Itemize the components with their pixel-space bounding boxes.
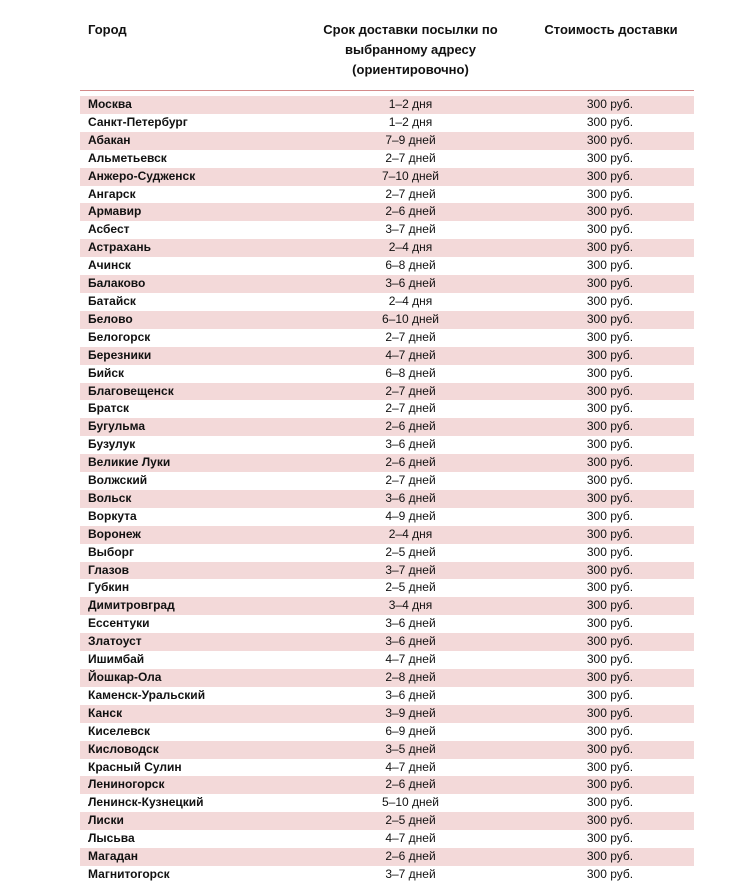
delivery-term-cell: 3–9 дней <box>385 705 436 720</box>
table-row <box>80 776 694 794</box>
delivery-term-cell: 2–4 дня <box>388 526 433 541</box>
table-row <box>80 651 694 669</box>
city-cell: Димитровград <box>88 598 175 613</box>
delivery-term-cell: 2–5 дней <box>385 544 436 559</box>
delivery-cost-cell: 300 руб. <box>586 455 634 470</box>
delivery-term-cell: 2–5 дней <box>385 580 436 595</box>
table-row <box>80 293 694 311</box>
table-row <box>80 866 694 884</box>
delivery-term-cell: 2–7 дней <box>385 329 436 344</box>
delivery-term-cell: 2–6 дней <box>385 204 436 219</box>
city-cell: Балаково <box>88 276 146 291</box>
delivery-term-cell: 2–6 дней <box>385 455 436 470</box>
city-cell: Абакан <box>88 132 131 147</box>
delivery-term-cell: 2–4 дня <box>388 293 433 308</box>
delivery-cost-cell: 300 руб. <box>586 150 634 165</box>
city-cell: Ессентуки <box>88 616 150 631</box>
table-row <box>80 490 694 508</box>
table-row <box>80 508 694 526</box>
delivery-cost-cell: 300 руб. <box>586 795 634 810</box>
table-row <box>80 239 694 257</box>
city-cell: Великие Луки <box>88 455 171 470</box>
delivery-cost-cell: 300 руб. <box>586 114 634 129</box>
city-cell: Магадан <box>88 849 139 864</box>
delivery-cost-cell: 300 руб. <box>586 258 634 273</box>
city-cell: Вольск <box>88 490 132 505</box>
delivery-term-cell: 6–10 дней <box>381 311 440 326</box>
table-row <box>80 526 694 544</box>
header-delivery-cost: Стоимость доставки <box>544 22 678 37</box>
delivery-cost-cell: 300 руб. <box>586 276 634 291</box>
city-cell: Кисловодск <box>88 741 159 756</box>
delivery-cost-cell: 300 руб. <box>586 240 634 255</box>
delivery-cost-cell: 300 руб. <box>586 490 634 505</box>
city-cell: Ленинск-Кузнецкий <box>88 795 204 810</box>
city-cell: Березники <box>88 347 152 362</box>
city-cell: Ачинск <box>88 258 131 273</box>
delivery-term-cell: 2–4 дня <box>388 240 433 255</box>
city-cell: Альметьевск <box>88 150 167 165</box>
table-row <box>80 400 694 418</box>
delivery-term-cell: 2–7 дней <box>385 150 436 165</box>
table-row <box>80 633 694 651</box>
delivery-term-cell: 6–9 дней <box>385 723 436 738</box>
city-cell: Бийск <box>88 365 125 380</box>
table-row <box>80 186 694 204</box>
city-cell: Москва <box>88 97 132 111</box>
table-row <box>80 669 694 687</box>
delivery-cost-cell: 300 руб. <box>586 204 634 219</box>
delivery-cost-cell: 300 руб. <box>586 777 634 792</box>
table-row <box>80 383 694 401</box>
delivery-term-cell: 4–9 дней <box>385 508 436 523</box>
delivery-term-cell: 3–6 дней <box>385 437 436 452</box>
delivery-cost-cell: 300 руб. <box>586 132 634 147</box>
table-body <box>80 96 694 884</box>
table-row <box>80 418 694 436</box>
table-row <box>80 347 694 365</box>
city-cell: Глазов <box>88 562 130 577</box>
delivery-cost-cell: 300 руб. <box>586 526 634 541</box>
table-row <box>80 275 694 293</box>
table-row <box>80 168 694 186</box>
city-cell: Губкин <box>88 580 130 595</box>
delivery-term-cell: 1–2 дня <box>388 114 433 129</box>
delivery-cost-cell: 300 руб. <box>586 365 634 380</box>
table-row <box>80 544 694 562</box>
table-row <box>80 830 694 848</box>
table-row <box>80 311 694 329</box>
delivery-term-cell: 1–2 дня <box>388 97 433 111</box>
delivery-cost-cell: 300 руб. <box>586 741 634 756</box>
table-header <box>80 20 694 91</box>
table-row <box>80 436 694 454</box>
delivery-cost-cell: 300 руб. <box>586 831 634 846</box>
delivery-cost-cell: 300 руб. <box>586 383 634 398</box>
delivery-cost-cell: 300 руб. <box>586 97 634 111</box>
delivery-cost-cell: 300 руб. <box>586 705 634 720</box>
table-row <box>80 472 694 490</box>
delivery-term-cell: 2–6 дней <box>385 777 436 792</box>
delivery-cost-cell: 300 руб. <box>586 186 634 201</box>
delivery-table <box>80 20 694 884</box>
delivery-cost-cell: 300 руб. <box>586 508 634 523</box>
table-row <box>80 203 694 221</box>
city-cell: Бугульма <box>88 419 146 434</box>
table-row <box>80 741 694 759</box>
table-row <box>80 329 694 347</box>
delivery-term-cell: 5–10 дней <box>381 795 440 810</box>
city-cell: Лысьва <box>88 831 135 846</box>
city-cell: Лиски <box>88 813 124 828</box>
delivery-cost-cell: 300 руб. <box>586 616 634 631</box>
delivery-term-cell: 2–7 дней <box>385 186 436 201</box>
delivery-cost-cell: 300 руб. <box>586 329 634 344</box>
table-row <box>80 579 694 597</box>
delivery-cost-cell: 300 руб. <box>586 562 634 577</box>
delivery-cost-cell: 300 руб. <box>586 222 634 237</box>
table-row <box>80 687 694 705</box>
delivery-cost-cell: 300 руб. <box>586 347 634 362</box>
delivery-cost-cell: 300 руб. <box>586 580 634 595</box>
delivery-term-cell: 3–6 дней <box>385 634 436 649</box>
table-row <box>80 257 694 275</box>
delivery-cost-cell: 300 руб. <box>586 437 634 452</box>
city-cell: Братск <box>88 401 130 416</box>
delivery-cost-cell: 300 руб. <box>586 168 634 183</box>
table-row <box>80 454 694 472</box>
delivery-term-cell: 6–8 дней <box>385 365 436 380</box>
city-cell: Магнитогорск <box>88 866 170 881</box>
delivery-term-cell: 4–7 дней <box>385 347 436 362</box>
delivery-cost-cell: 300 руб. <box>586 866 634 881</box>
city-cell: Каменск-Уральский <box>88 687 206 702</box>
delivery-cost-cell: 300 руб. <box>586 401 634 416</box>
table-row <box>80 759 694 777</box>
delivery-cost-cell: 300 руб. <box>586 652 634 667</box>
city-cell: Благовещенск <box>88 383 174 398</box>
delivery-term-cell: 4–7 дней <box>385 831 436 846</box>
table-row <box>80 114 694 132</box>
delivery-term-cell: 2–7 дней <box>385 401 436 416</box>
delivery-cost-cell: 300 руб. <box>586 419 634 434</box>
delivery-cost-cell: 300 руб. <box>586 849 634 864</box>
city-cell: Санкт-Петербург <box>88 114 188 129</box>
city-cell: Ишимбай <box>88 652 145 667</box>
delivery-cost-cell: 300 руб. <box>586 723 634 738</box>
table-row <box>80 705 694 723</box>
table-row <box>80 723 694 741</box>
delivery-term-cell: 2–6 дней <box>385 849 436 864</box>
table-row <box>80 365 694 383</box>
delivery-term-cell: 3–6 дней <box>385 687 436 702</box>
delivery-term-cell: 2–8 дней <box>385 670 436 684</box>
city-cell: Асбест <box>88 222 130 237</box>
delivery-cost-cell: 300 руб. <box>586 687 634 702</box>
city-cell: Выборг <box>88 544 134 559</box>
delivery-cost-cell: 300 руб. <box>586 813 634 828</box>
table-row <box>80 615 694 633</box>
table-row <box>80 597 694 615</box>
city-cell: Волжский <box>88 473 148 488</box>
delivery-term-cell: 3–6 дней <box>385 616 436 631</box>
city-cell: Киселевск <box>88 723 150 738</box>
table-row <box>80 96 694 114</box>
city-cell: Бузулук <box>88 437 136 452</box>
delivery-cost-cell: 300 руб. <box>586 598 634 613</box>
city-cell: Йошкар-Ола <box>88 670 162 684</box>
delivery-term-cell: 3–6 дней <box>385 490 436 505</box>
delivery-term-cell: 7–10 дней <box>381 168 440 183</box>
delivery-term-cell: 7–9 дней <box>385 132 436 147</box>
delivery-term-cell: 2–6 дней <box>385 419 436 434</box>
city-cell: Златоуст <box>88 634 142 649</box>
table-row <box>80 794 694 812</box>
table-row <box>80 132 694 150</box>
table-row <box>80 812 694 830</box>
delivery-term-cell: 3–7 дней <box>385 562 436 577</box>
city-cell: Красный Сулин <box>88 759 182 774</box>
delivery-term-cell: 3–7 дней <box>385 222 436 237</box>
city-cell: Батайск <box>88 293 136 308</box>
city-cell: Воркута <box>88 508 137 523</box>
table-row <box>80 848 694 866</box>
delivery-cost-cell: 300 руб. <box>586 759 634 774</box>
delivery-term-cell: 6–8 дней <box>385 258 436 273</box>
delivery-cost-cell: 300 руб. <box>586 473 634 488</box>
delivery-term-cell: 3–5 дней <box>385 741 436 756</box>
city-cell: Ангарск <box>88 186 136 201</box>
city-cell: Воронеж <box>88 526 141 541</box>
city-cell: Астрахань <box>88 240 152 255</box>
delivery-cost-cell: 300 руб. <box>586 293 634 308</box>
delivery-cost-cell: 300 руб. <box>586 634 634 649</box>
delivery-term-cell: 2–5 дней <box>385 813 436 828</box>
delivery-cost-cell: 300 руб. <box>586 670 634 684</box>
city-cell: Лениногорск <box>88 777 165 792</box>
header-city: Город <box>88 22 127 37</box>
delivery-cost-cell: 300 руб. <box>586 544 634 559</box>
delivery-term-cell: 3–4 дня <box>388 598 433 613</box>
city-cell: Белогорск <box>88 329 151 344</box>
delivery-term-cell: 4–7 дней <box>385 759 436 774</box>
header-delivery-term: Срок доставки посылки по выбранному адресу (ориентировочно) <box>323 22 498 77</box>
city-cell: Канск <box>88 705 123 720</box>
table-row <box>80 221 694 239</box>
delivery-term-cell: 2–7 дней <box>385 473 436 488</box>
delivery-term-cell: 3–7 дней <box>385 866 436 881</box>
city-cell: Белово <box>88 311 133 326</box>
delivery-term-cell: 2–7 дней <box>385 383 436 398</box>
city-cell: Армавир <box>88 204 142 219</box>
table-row <box>80 150 694 168</box>
delivery-term-cell: 3–6 дней <box>385 276 436 291</box>
city-cell: Анжеро-Судженск <box>88 168 196 183</box>
table-row <box>80 562 694 580</box>
delivery-cost-cell: 300 руб. <box>586 311 634 326</box>
delivery-term-cell: 4–7 дней <box>385 652 436 667</box>
